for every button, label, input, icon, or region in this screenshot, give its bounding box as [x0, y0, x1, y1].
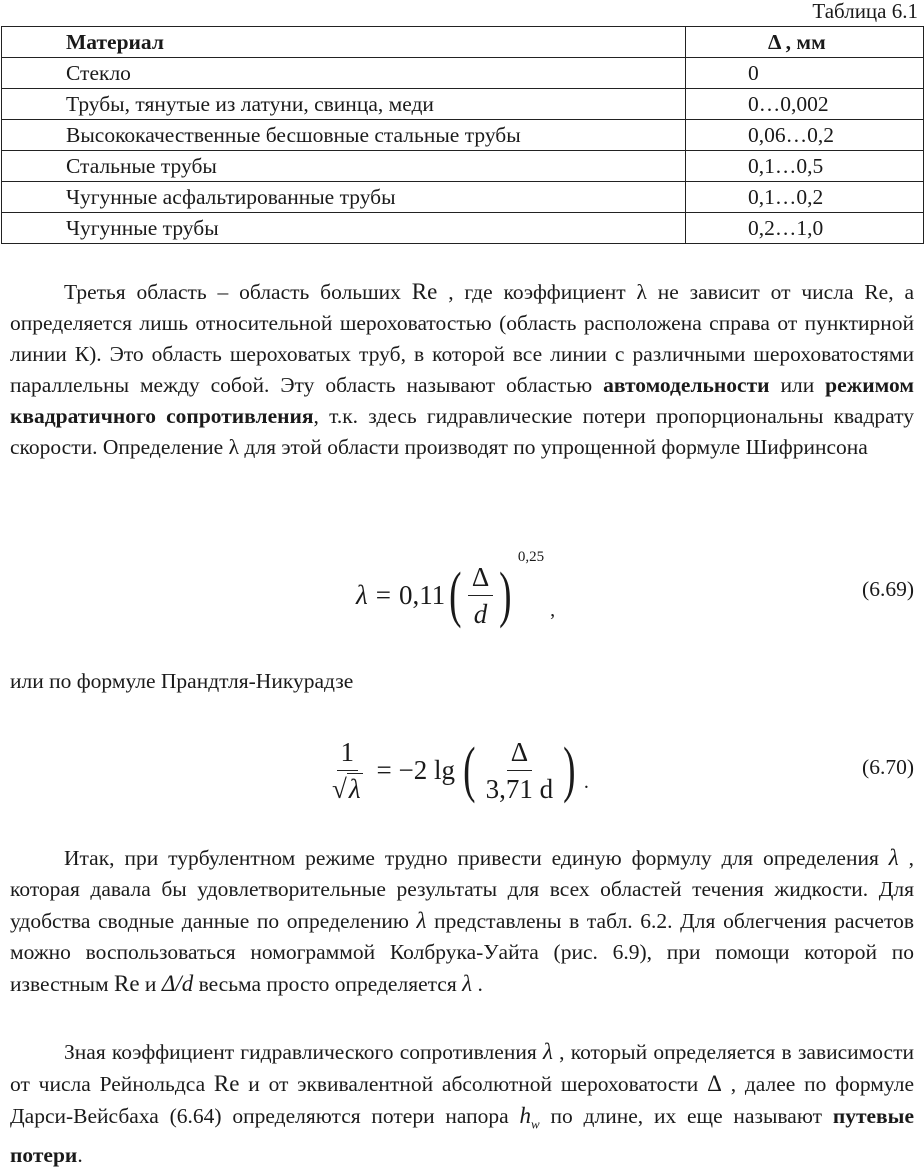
lambda-symbol: λ — [542, 1039, 553, 1064]
table-row — [2, 58, 924, 89]
text: по длине, их еще называют — [539, 1104, 833, 1128]
text: , далее по формуле Дарси-Вейсбаха (6.64) определяются потери напора — [10, 1072, 914, 1128]
bold-term: автомодельности — [603, 373, 770, 397]
text: и — [139, 972, 162, 996]
paragraph-summary — [10, 842, 914, 1000]
exponent: 0,25 — [517, 548, 545, 565]
formula-comma: , — [550, 599, 556, 621]
denominator: 3,71 d — [485, 773, 554, 804]
re-symbol: Re — [411, 279, 438, 304]
cell-value: 0,1…0,2 — [686, 182, 924, 213]
text: и от эквивалентной абсолютной шероховатости — [239, 1072, 708, 1096]
table-row — [2, 89, 924, 120]
bold-term: режимом квадратичного сопротивления — [10, 373, 914, 428]
lambda-symbol: λ — [348, 774, 361, 804]
left-paren: ( — [449, 561, 462, 629]
cell-material: Чугунные трубы — [2, 213, 686, 244]
hw-symbol — [519, 1103, 540, 1132]
text: . — [472, 972, 483, 996]
lambda-symbol: λ — [356, 579, 368, 610]
cell-value: 0…0,002 — [686, 89, 924, 120]
log-term: = −2 lg — [376, 754, 455, 785]
fraction — [468, 561, 493, 630]
text: весьма просто определяется — [193, 972, 463, 996]
formula-shifrinson — [356, 550, 555, 640]
text: представлены в табл. 6.2. Для облегчения расчетов можно воспользоваться номограммой Колбрука-Уайта (рис. 6.9), при помощи которой по известным — [10, 909, 914, 996]
re-symbol: Re — [213, 1071, 240, 1096]
denominator: d — [473, 598, 488, 629]
text: , где коэффициент λ не зависит от числа Re, а определяется лишь относительной шероховатостью (область расположена справа от пунктирной линии К). Это область шероховатых труб, в которой все линии с различными шероховатостями параллельны между собой. Эту область называют областью — [10, 280, 914, 397]
cell-value: 0,1…0,5 — [686, 151, 924, 182]
bold-term: путевые потери — [10, 1104, 914, 1167]
text: или — [769, 373, 826, 397]
formula-prandtl-nikuradse — [326, 730, 589, 810]
right-paren: ) — [563, 736, 576, 804]
cell-material: Высококачественные бесшовные стальные трубы — [2, 120, 686, 151]
paragraph-darcy — [10, 1036, 914, 1171]
fraction — [328, 736, 367, 805]
numerator: Δ — [468, 561, 493, 596]
text: Зная коэффициент гидравлического сопротивления — [64, 1040, 543, 1064]
formula-period: . — [583, 771, 589, 793]
equals-sign: = — [375, 579, 391, 610]
w-subscript: w — [531, 1116, 540, 1132]
text: Третья область – область больших — [64, 280, 412, 304]
formula-number: (6.70) — [862, 755, 914, 779]
cell-material: Стальные трубы — [2, 151, 686, 182]
text: . — [77, 1142, 83, 1167]
lambda-symbol: λ — [888, 845, 899, 870]
paragraph-prandtl — [10, 666, 914, 697]
delta-over-d-symbol: Δ/d — [161, 971, 194, 996]
table-row — [2, 120, 924, 151]
header-material: Материал — [2, 27, 686, 58]
cell-material: Стекло — [2, 58, 686, 89]
text: , т.к. здесь гидравлические потери пропорциональны квадрату скорости. Определение λ для этой области производят по упрощенной формуле Шифринсона — [10, 404, 914, 459]
table-row — [2, 151, 924, 182]
fraction — [482, 736, 558, 805]
cell-material: Чугунные асфальтированные трубы — [2, 182, 686, 213]
lambda-symbol: λ — [462, 971, 473, 996]
numerator: 1 — [337, 736, 359, 771]
cell-value: 0,06…0,2 — [686, 120, 924, 151]
denominator — [328, 771, 367, 805]
text: или по формуле Прандтля-Никурадзе — [10, 669, 354, 693]
numerator: Δ — [507, 736, 532, 771]
formula-number: (6.69) — [862, 577, 914, 601]
text: , который определяется в зависимости от числа Рейнольдса — [10, 1040, 914, 1096]
delta-symbol: Δ — [707, 1071, 722, 1096]
table-header-row — [2, 27, 924, 58]
cell-value: 0 — [686, 58, 924, 89]
text: Итак, при турбулентном режиме трудно привести единую формулу для определения — [64, 846, 889, 870]
materials-table — [1, 26, 924, 244]
text: , которая давала бы удовлетворительные результаты для всех областей течения жидкости. Для удобства сводные данные по определению — [10, 846, 915, 933]
re-symbol: Re — [113, 971, 140, 996]
header-roughness: Δ , мм — [686, 27, 924, 58]
h-letter: h — [519, 1103, 532, 1128]
coefficient: 0,11 — [398, 579, 446, 610]
paragraph-third-region — [10, 276, 914, 463]
table-caption: Таблица 6.1 — [812, 0, 918, 23]
table-row — [2, 213, 924, 244]
right-paren: ) — [499, 561, 512, 629]
cell-material: Трубы, тянутые из латуни, свинца, меди — [2, 89, 686, 120]
table-row — [2, 182, 924, 213]
lambda-symbol: λ — [416, 908, 427, 933]
left-paren: ( — [463, 736, 476, 804]
sqrt-sign: √ — [332, 773, 347, 804]
cell-value: 0,2…1,0 — [686, 213, 924, 244]
